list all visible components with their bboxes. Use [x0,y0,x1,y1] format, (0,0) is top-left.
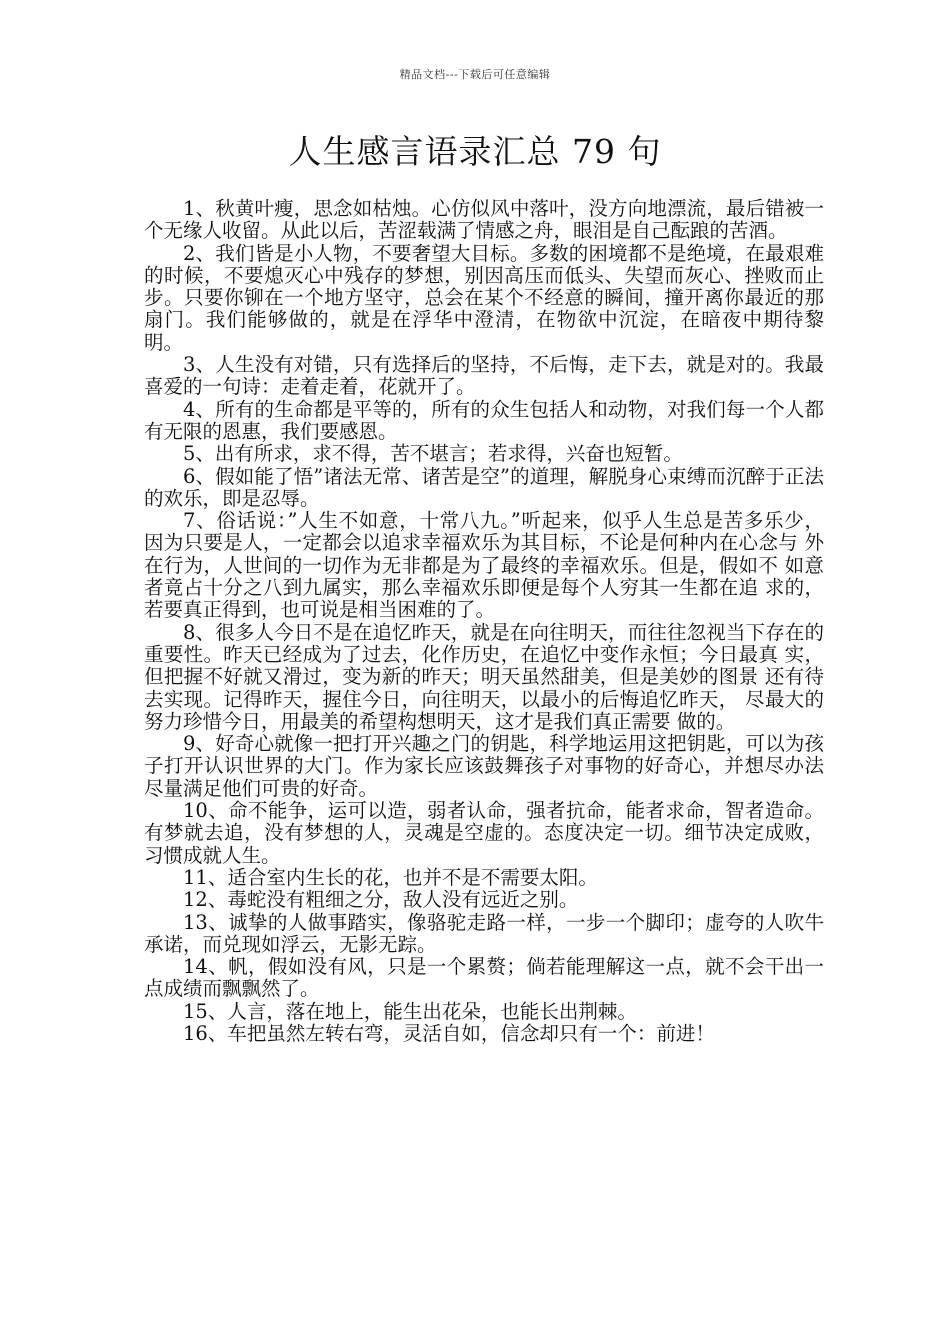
paragraph-12: 12、毒蛇没有粗细之分，敌人没有远近之别。 [183,888,579,912]
paragraph-16: 16、车把虽然左转右弯，灵活自如，信念却只有一个：前进！ [183,1021,715,1045]
header-note: 精品文档---下载后可任意编辑 [399,68,551,81]
paragraph-2: 2、我们皆是小人物，不要奢望大目标。多数的困境都不是绝境，在最艰难的时候，不要熄灭心中残存的梦想，别因高压而低头、失望而灰心、挫败而止步。只要你铆在一个地方坚守，总会在某个不经意的瞬间，撞开离你最近的那扇门。我们能够做的，就是在浮华中澄清，在物欲中沉淀，在暗夜中期待黎明。 [144,241,824,354]
paragraph-11: 11、适合室内生长的花，也并不是不需要太阳。 [183,865,598,889]
paragraph-14: 14、帆，假如没有风，只是一个累赘；倘若能理解这一点，就不会干出一点成绩而飘飘然了。 [144,955,824,1001]
document-title: 人生感言语录汇总 79 句 [288,132,662,171]
paragraph-1: 1、秋黄叶瘦，思念如枯烛。心仿似风中落叶，没方向地漂流，最后错被一个无缘人收留。从此以后，苦涩载满了情感之舟，眼泪是自己酝踉的苦酒。 [144,197,824,243]
paragraph-3: 3、人生没有对错，只有选择后的坚持，不后悔，走下去，就是对的。我最喜爱的一句诗：走着走着，花就开了。 [144,353,824,399]
paragraph-7: 7、俗话说：”人生不如意，十常八九。”听起来，似乎人生总是苦多乐少， 因为只要是人，一定都会以追求幸福欢乐为其目标，不论是何种内在心念与 外在行为，人世间的一切作为无非都是为了最终的幸福欢乐。但是，假如不 如意者竟占十分之八到九属实，那么幸福欢乐即便是每个人穷其一生都在追 求的，若要真正得到，也可说是相当困难的了。 [144,509,824,622]
paragraph-10: 10、命不能争，运可以造，弱者认命，强者抗命，能者求命，智者造命。有梦就去追，没有梦想的人，灵魂是空虚的。态度决定一切。细节决定成败，习惯成就人生。 [144,799,824,867]
paragraph-5: 5、出有所求，求不得，苦不堪言；若求得，兴奋也短暂。 [183,442,683,466]
paragraph-4: 4、所有的生命都是平等的，所有的众生包括人和动物，对我们每一个人都有无限的恩惠，我们要感恩。 [144,397,824,443]
paragraph-15: 15、人言，落在地上，能生出花朵，也能长出荆棘。 [183,999,637,1023]
paragraph-6: 6、假如能了悟”诸法无常、诸苦是空”的道理，解脱身心束缚而沉醉于正法的欢乐，即是忍辱。 [144,464,824,510]
document-body [144,198,824,1045]
paragraph-13: 13、诚挚的人做事踏实，像骆驼走路一样，一步一个脚印；虚夸的人吹牛承诺，而兑现如浮云，无影无踪。 [144,910,824,956]
paragraph-8: 8、很多人今日不是在追忆昨天，就是在向往明天，而往往忽视当下存在的 重要性。昨天已经成为了过去，化作历史，在追忆中变作永恒；今日最真 实，但把握不好就又滑过，变为新的昨天；明天虽然甜美，但是美妙的图景 还有待去实现。记得昨天，握住今日，向往明天，以最小的后悔追忆昨天， 尽最大的努力珍惜今日，用最美的希望构想明天，这才是我们真正需要 做的。 [144,620,824,733]
paragraph-9: 9、好奇心就像一把打开兴趣之门的钥匙，科学地运用这把钥匙，可以为孩子打开认识世界的大门。作为家长应该鼓舞孩子对事物的好奇心，并想尽办法尽量满足他们可贵的好奇。 [144,732,824,800]
